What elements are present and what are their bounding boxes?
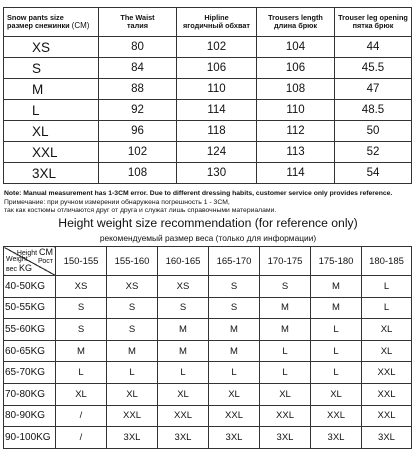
size-chart-table: [3, 7, 412, 184]
recommended-size-cell: XXL: [311, 405, 362, 427]
recommended-size-cell: XXL: [362, 383, 412, 405]
leg-opening-cell: 47: [335, 79, 412, 100]
size-row: [4, 58, 412, 79]
height-range-header: 150-155: [56, 247, 107, 276]
leg-opening-cell: 48.5: [335, 100, 412, 121]
recommended-size-cell: S: [209, 297, 260, 319]
size-cell: M: [4, 79, 99, 100]
waist-column-header: [99, 8, 177, 37]
size-cell: S: [4, 58, 99, 79]
recommended-size-cell: XXL: [158, 405, 209, 427]
recommended-size-cell: S: [56, 319, 107, 341]
size-row: [4, 121, 412, 142]
recommendation-subtitle: рекомендуемый размер веса (только для информации): [99, 233, 317, 243]
weight-range-cell: 70-80KG: [4, 383, 56, 405]
weight-row: [4, 362, 412, 384]
hip-header-en: Hipline: [204, 13, 229, 22]
waist-cell: 92: [99, 100, 177, 121]
weight-range-cell: 90-100KG: [4, 427, 56, 449]
size-cell: XL: [4, 121, 99, 142]
weight-range-cell: 60-65KG: [4, 340, 56, 362]
size-header-ru: размер снежинки: [7, 21, 70, 30]
waist-cell: 80: [99, 37, 177, 58]
recommended-size-cell: /: [56, 427, 107, 449]
size-chart-header-row: [4, 8, 412, 37]
size-header-unit: (CM): [71, 21, 90, 30]
weight-row: [4, 319, 412, 341]
recommended-size-cell: M: [260, 297, 311, 319]
recommended-size-cell: XL: [209, 383, 260, 405]
hip-cell: 106: [177, 58, 257, 79]
hip-cell: 118: [177, 121, 257, 142]
hip-cell: 124: [177, 142, 257, 163]
measurement-note-russian-1: Примечание: при ручном измерении обнаружена погрешность 1 - 3CM,: [4, 199, 230, 206]
recommended-size-cell: XL: [362, 319, 412, 341]
weight-row: [4, 405, 412, 427]
recommended-size-cell: XL: [56, 383, 107, 405]
hip-cell: 110: [177, 79, 257, 100]
size-column-header: [4, 8, 99, 37]
leg-opening-cell: 45.5: [335, 58, 412, 79]
waist-cell: 96: [99, 121, 177, 142]
recommended-size-cell: XXL: [362, 362, 412, 384]
recommended-size-cell: XS: [107, 276, 158, 298]
recommended-size-cell: XXL: [107, 405, 158, 427]
recommended-size-cell: S: [107, 319, 158, 341]
recommended-size-cell: M: [209, 340, 260, 362]
recommended-size-cell: M: [260, 319, 311, 341]
leg-header-en: Trouser leg opening: [338, 13, 408, 22]
height-label: Height CM Рост: [16, 247, 53, 265]
recommended-size-cell: S: [107, 297, 158, 319]
waist-header-ru: талия: [126, 21, 148, 30]
length-column-header: [257, 8, 335, 37]
length-header-en: Trousers length: [268, 13, 323, 22]
recommended-size-cell: L: [107, 362, 158, 384]
height-range-header: 170-175: [260, 247, 311, 276]
height-weight-table: [3, 246, 412, 449]
recommended-size-cell: 3XL: [311, 427, 362, 449]
size-cell: L: [4, 100, 99, 121]
waist-cell: 84: [99, 58, 177, 79]
recommended-size-cell: M: [311, 276, 362, 298]
measurement-note-english: Note: Manual measurement has 1-3CM error. Due to different dressing habits, customer service only provides reference.: [4, 190, 393, 197]
length-header-ru: длина брюк: [273, 21, 318, 30]
recommended-size-cell: L: [158, 362, 209, 384]
recommended-size-cell: XXL: [260, 405, 311, 427]
recommended-size-cell: L: [362, 297, 412, 319]
weight-row: [4, 383, 412, 405]
recommended-size-cell: XXL: [209, 405, 260, 427]
recommended-size-cell: M: [209, 319, 260, 341]
leg-header-ru: пятка брюк: [352, 21, 394, 30]
recommended-size-cell: 3XL: [209, 427, 260, 449]
recommended-size-cell: /: [56, 405, 107, 427]
size-row: [4, 142, 412, 163]
hip-cell: 114: [177, 100, 257, 121]
recommended-size-cell: L: [260, 362, 311, 384]
size-row: [4, 79, 412, 100]
recommended-size-cell: M: [311, 297, 362, 319]
leg-opening-cell: 44: [335, 37, 412, 58]
recommended-size-cell: S: [209, 276, 260, 298]
weight-range-cell: 65-70KG: [4, 362, 56, 384]
height-range-header: 175-180: [311, 247, 362, 276]
hip-column-header: [177, 8, 257, 37]
recommended-size-cell: L: [311, 340, 362, 362]
recommended-size-cell: M: [56, 340, 107, 362]
recommended-size-cell: S: [56, 297, 107, 319]
weight-range-cell: 50-55KG: [4, 297, 56, 319]
length-cell: 106: [257, 58, 335, 79]
size-cell: 3XL: [4, 163, 99, 184]
height-header-row: [4, 247, 412, 276]
size-header-en: Snow pants size: [7, 13, 64, 22]
leg-opening-cell: 52: [335, 142, 412, 163]
recommended-size-cell: XS: [56, 276, 107, 298]
hip-header-ru: ягодичный обхват: [183, 21, 250, 30]
height-weight-corner-cell: [4, 247, 56, 276]
size-row: [4, 100, 412, 121]
recommended-size-cell: L: [311, 319, 362, 341]
recommended-size-cell: XL: [158, 383, 209, 405]
height-range-header: 155-160: [107, 247, 158, 276]
height-range-header: 160-165: [158, 247, 209, 276]
recommended-size-cell: L: [362, 276, 412, 298]
length-cell: 104: [257, 37, 335, 58]
recommended-size-cell: XL: [311, 383, 362, 405]
recommended-size-cell: XXL: [362, 405, 412, 427]
recommended-size-cell: XS: [158, 276, 209, 298]
recommended-size-cell: XL: [260, 383, 311, 405]
recommended-size-cell: M: [107, 340, 158, 362]
recommended-size-cell: 3XL: [260, 427, 311, 449]
recommended-size-cell: S: [260, 276, 311, 298]
recommended-size-cell: L: [209, 362, 260, 384]
weight-range-cell: 80-90KG: [4, 405, 56, 427]
weight-row: [4, 276, 412, 298]
recommended-size-cell: M: [158, 319, 209, 341]
size-cell: XS: [4, 37, 99, 58]
height-range-header: 180-185: [362, 247, 412, 276]
hip-cell: 130: [177, 163, 257, 184]
length-cell: 113: [257, 142, 335, 163]
recommended-size-cell: L: [260, 340, 311, 362]
waist-cell: 88: [99, 79, 177, 100]
waist-header-en: The Waist: [120, 13, 155, 22]
size-row: [4, 37, 412, 58]
size-row: [4, 163, 412, 184]
recommended-size-cell: XL: [107, 383, 158, 405]
waist-cell: 102: [99, 142, 177, 163]
recommended-size-cell: XL: [362, 340, 412, 362]
recommended-size-cell: 3XL: [158, 427, 209, 449]
weight-range-cell: 55-60KG: [4, 319, 56, 341]
length-cell: 108: [257, 79, 335, 100]
recommended-size-cell: M: [158, 340, 209, 362]
waist-cell: 108: [99, 163, 177, 184]
weight-label: Weight вес KG: [6, 256, 33, 273]
hip-cell: 102: [177, 37, 257, 58]
recommended-size-cell: 3XL: [107, 427, 158, 449]
weight-range-cell: 40-50KG: [4, 276, 56, 298]
weight-row: [4, 427, 412, 449]
recommended-size-cell: 3XL: [362, 427, 412, 449]
length-cell: 114: [257, 163, 335, 184]
length-cell: 112: [257, 121, 335, 142]
weight-row: [4, 297, 412, 319]
size-cell: XXL: [4, 142, 99, 163]
leg-opening-cell: 54: [335, 163, 412, 184]
weight-row: [4, 340, 412, 362]
recommended-size-cell: L: [311, 362, 362, 384]
leg-opening-column-header: [335, 8, 412, 37]
length-cell: 110: [257, 100, 335, 121]
recommendation-title: Height weight size recommendation (for reference only): [58, 216, 358, 230]
leg-opening-cell: 50: [335, 121, 412, 142]
recommended-size-cell: S: [158, 297, 209, 319]
height-range-header: 165-170: [209, 247, 260, 276]
recommended-size-cell: L: [56, 362, 107, 384]
measurement-note-russian-2: так как костюмы отличаются друг от друга и служат лишь справочными материалами.: [4, 207, 277, 214]
